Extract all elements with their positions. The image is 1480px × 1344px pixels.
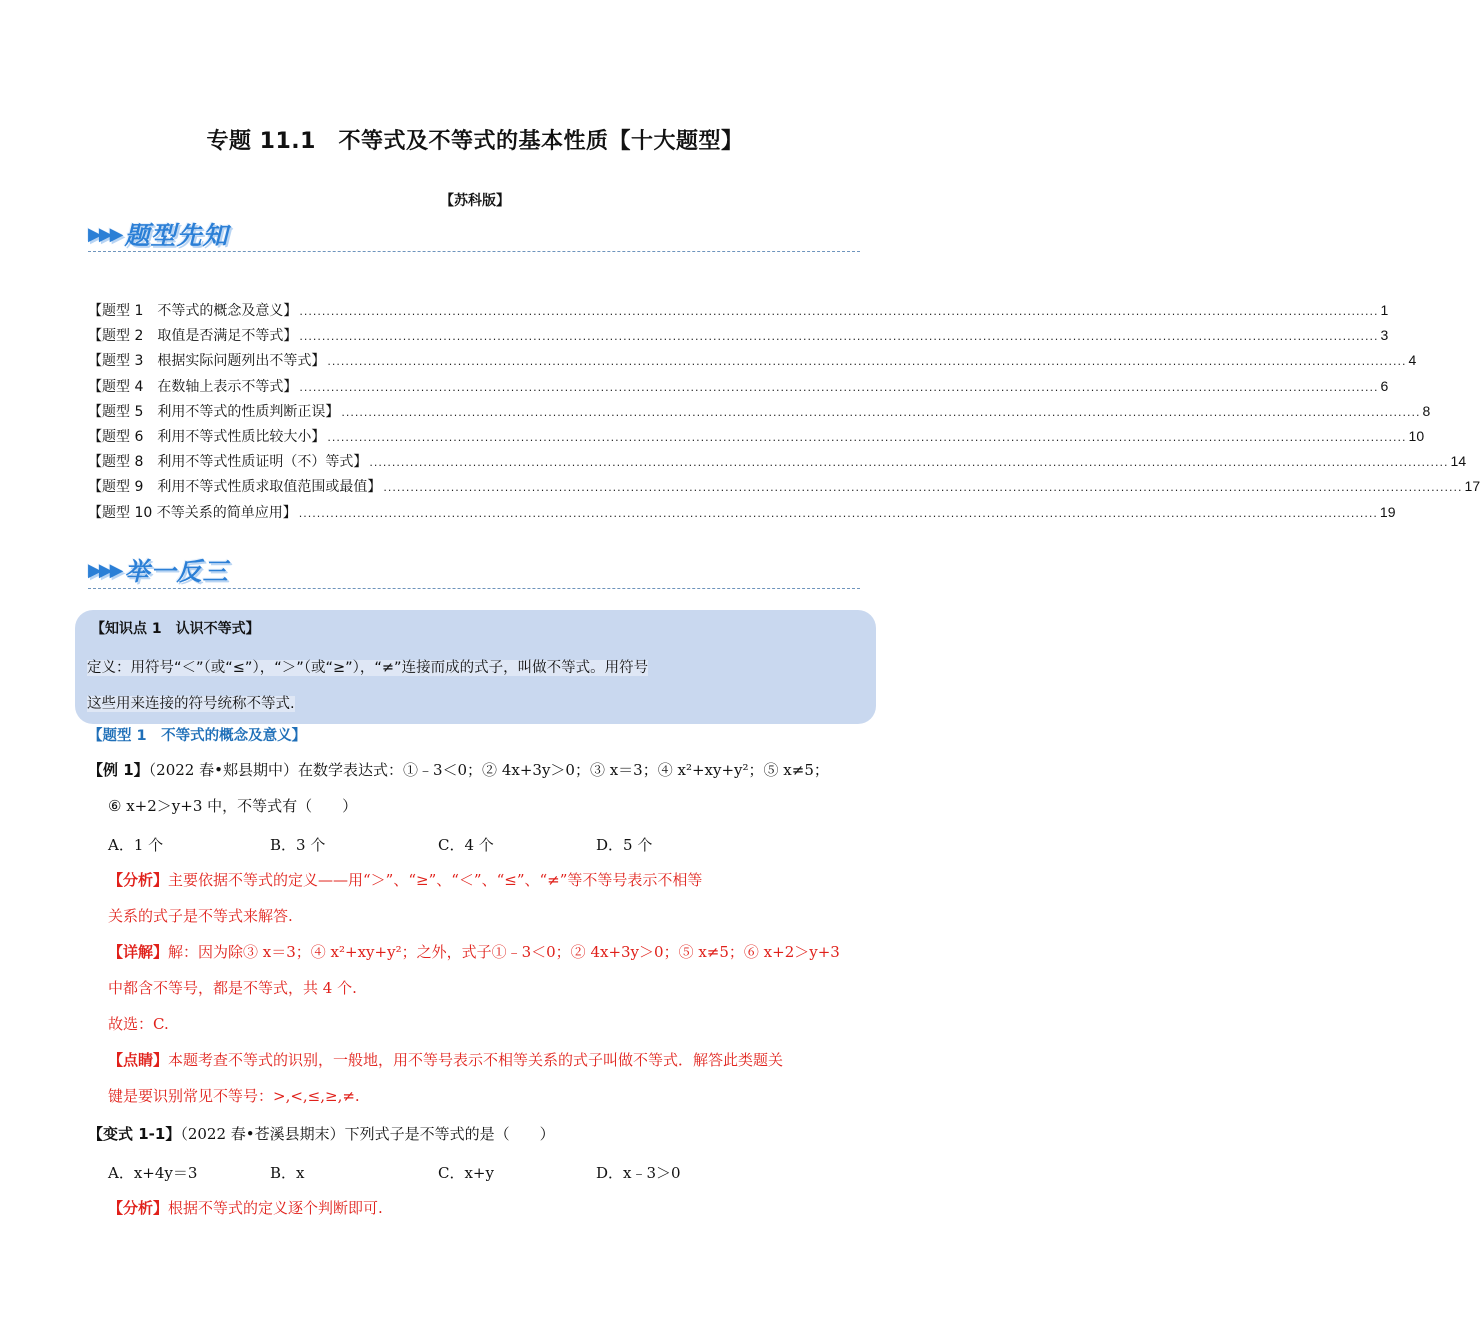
- toc-leader-dots: ................................................................................................................................................................................................................................................: [298, 506, 1378, 520]
- toc-entry[interactable]: [88, 451, 1467, 476]
- toc-entry[interactable]: [88, 300, 1389, 325]
- toc-entry[interactable]: [88, 376, 1389, 401]
- toc-entry-label: 【题型 2 取值是否满足不等式】: [88, 328, 298, 345]
- toc-entry-page: 8: [1422, 402, 1431, 419]
- example1-detail: [108, 934, 868, 970]
- example1-source: （2022 春•郏县期中）: [148, 761, 298, 779]
- example1-stem-line2: ⑥ x+2＞y+3 中，不等式有（ ）: [108, 797, 358, 815]
- example1-tag: 【例 1】: [88, 761, 149, 779]
- analysis-line-1: 主要依据不等式的定义——用“＞”、“≥”、“＜”、“≤”、“≠”等不等号表示不相等: [168, 871, 703, 889]
- page-title: 专题 11.1 不等式及不等式的基本性质【十大题型】: [206, 129, 744, 154]
- variant1-1-option-d: D．x﹣3＞0: [596, 1164, 681, 1182]
- knowledge-body: [87, 650, 867, 722]
- toc-entry-label: 【题型 5 利用不等式的性质判断正误】: [88, 403, 340, 420]
- toc-entry-page: 10: [1408, 427, 1425, 444]
- toc-leader-dots: ................................................................................................................................................................................................................................................: [369, 456, 1449, 470]
- banner-overview: [88, 214, 229, 254]
- analysis-tag: 【分析】: [108, 1199, 169, 1217]
- toc-entry-page: 3: [1380, 327, 1389, 344]
- toc-entry-label: 【题型 4 在数轴上表示不等式】: [88, 378, 298, 395]
- toc-leader-dots: ................................................................................................................................................................................................................................................: [341, 405, 1421, 419]
- variant1-1-option-b: B．x: [270, 1164, 305, 1182]
- example1-comment: [108, 1042, 868, 1078]
- toc-entry[interactable]: [88, 325, 1389, 350]
- toc-leader-dots: ................................................................................................................................................................................................................................................: [299, 330, 1379, 344]
- type1-heading: 【题型 1 不等式的概念及意义】: [88, 728, 307, 744]
- edition-label: 【苏科版】: [440, 193, 510, 209]
- toc-entry[interactable]: [88, 350, 1417, 375]
- example1-stem-line1: [88, 752, 868, 788]
- banner-practice: [88, 550, 229, 590]
- toc-entry-label: 【题型 6 利用不等式性质比较大小】: [88, 428, 326, 445]
- toc-entry-label: 【题型 1 不等式的概念及意义】: [88, 303, 298, 319]
- comment-tag: 【点睛】: [108, 1051, 169, 1069]
- toc-entry-label: 【题型 3 根据实际问题列出不等式】: [88, 353, 326, 370]
- example1-answer: 故选：C.: [108, 1015, 169, 1033]
- table-of-contents: [88, 300, 1480, 527]
- variant1-1-option-c: C．x+y: [438, 1164, 494, 1182]
- toc-leader-dots: ................................................................................................................................................................................................................................................: [327, 430, 1407, 444]
- analysis-tag: 【分析】: [108, 871, 169, 889]
- example1-analysis-line-2: 关系的式子是不等式来解答.: [108, 907, 293, 925]
- detail-line-1: 解：因为除③ x＝3；④ x²+xy+y²；之外，式子①﹣3＜0；② 4x+3y＞0；⑤ x≠5；⑥ x+2＞y+3: [168, 943, 840, 961]
- divider: [88, 588, 860, 589]
- banner-practice-text: 举一反三: [124, 557, 229, 586]
- toc-entry-label: 【题型 9 利用不等式性质求取值范围或最值】: [88, 479, 382, 496]
- variant-tag: 【变式 1-1】: [88, 1125, 181, 1143]
- example1-option-d: D．5 个: [596, 836, 653, 854]
- divider: [88, 251, 860, 252]
- knowledge-line-1: 定义：用符号“＜”（或“≤”），“＞”（或“≥”），“≠”连接而成的式子，叫做不等式。用符号: [87, 660, 649, 676]
- toc-entry-page: 14: [1450, 453, 1467, 470]
- analysis-text: 根据不等式的定义逐个判断即可.: [168, 1199, 383, 1217]
- toc-leader-dots: ................................................................................................................................................................................................................................................: [299, 305, 1379, 318]
- toc-entry-page: 17: [1464, 478, 1480, 495]
- toc-entry-label: 【题型 8 利用不等式性质证明（不）等式】: [88, 454, 368, 471]
- toc-leader-dots: ................................................................................................................................................................................................................................................: [327, 355, 1407, 369]
- example1-detail-line-2: 中都含不等号，都是不等式，共 4 个.: [108, 979, 357, 997]
- toc-entry[interactable]: [88, 476, 1480, 501]
- detail-tag: 【详解】: [108, 943, 169, 961]
- toc-entry-page: 1: [1380, 302, 1389, 318]
- toc-entry-page: 4: [1408, 352, 1417, 369]
- triple-arrow-icon: ▶▶▶: [88, 223, 121, 245]
- example1-option-c: C．4 个: [438, 836, 494, 854]
- toc-entry[interactable]: [88, 426, 1425, 451]
- example1-stem-a: 在数学表达式：①﹣3＜0；② 4x+3y＞0；③ x＝3；④ x²+xy+y²；⑤ x≠5；: [297, 761, 829, 779]
- knowledge-heading: 【知识点 1 认识不等式】: [91, 621, 260, 637]
- knowledge-box: [75, 610, 876, 724]
- toc-leader-dots: ................................................................................................................................................................................................................................................: [299, 380, 1379, 394]
- knowledge-line-2: 这些用来连接的符号统称不等式.: [87, 696, 295, 712]
- toc-entry-page: 19: [1379, 503, 1396, 520]
- triple-arrow-icon: ▶▶▶: [88, 559, 121, 581]
- example1-analysis: [108, 862, 868, 898]
- toc-entry-label: 【题型 10 不等关系的简单应用】: [88, 504, 297, 521]
- example1-option-b: B．3 个: [270, 836, 326, 854]
- variant1-1-analysis: [108, 1190, 868, 1226]
- toc-leader-dots: ................................................................................................................................................................................................................................................: [383, 481, 1463, 495]
- toc-entry-page: 6: [1380, 377, 1389, 394]
- variant-stem-text: （2022 春•苍溪县期末）下列式子是不等式的是（ ）: [180, 1125, 555, 1143]
- comment-line-1: 本题考查不等式的识别，一般地，用不等号表示不相等关系的式子叫做不等式．解答此类题关: [168, 1051, 784, 1069]
- banner-overview-text: 题型先知: [124, 221, 229, 250]
- toc-entry[interactable]: [88, 401, 1431, 426]
- variant1-1-stem: [88, 1116, 868, 1152]
- example1-option-a: A．1 个: [108, 836, 164, 854]
- variant1-1-option-a: A．x+4y＝3: [108, 1164, 198, 1182]
- example1-comment-line-2: 键是要识别常见不等号：>,<,≤,≥,≠.: [108, 1087, 360, 1105]
- toc-entry[interactable]: [88, 502, 1396, 527]
